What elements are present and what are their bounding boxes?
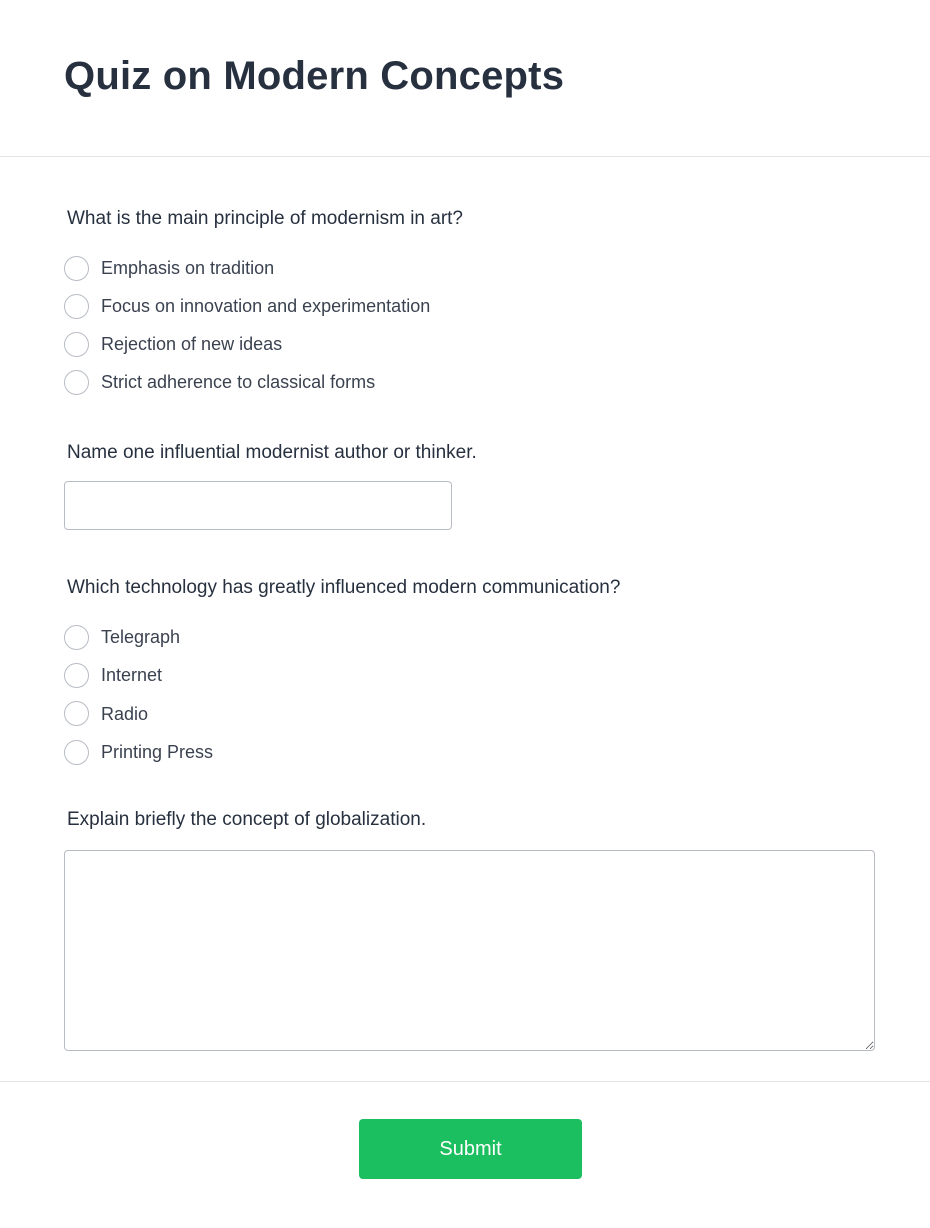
option-label: Printing Press: [101, 742, 214, 762]
option-label: Internet: [101, 665, 163, 685]
radio-button[interactable]: [64, 256, 89, 281]
question-3-label: Which technology has greatly influenced modern communication?: [67, 577, 621, 598]
submit-button[interactable]: Submit: [359, 1119, 582, 1179]
radio-button[interactable]: [64, 370, 89, 395]
option-telegraph[interactable]: [64, 618, 213, 656]
quiz-footer: [0, 1081, 930, 1228]
option-emphasis-on-tradition[interactable]: [64, 249, 430, 287]
radio-button[interactable]: [64, 294, 89, 319]
question-4-label: Explain briefly the concept of globalization.: [67, 809, 427, 830]
author-name-input[interactable]: [64, 481, 452, 530]
radio-button[interactable]: [64, 625, 89, 650]
question-1-options: [64, 249, 430, 401]
option-internet[interactable]: [64, 656, 213, 694]
quiz-form: [0, 157, 930, 1081]
option-printing-press[interactable]: [64, 733, 213, 771]
question-2-label: Name one influential modernist author or thinker.: [67, 442, 477, 463]
option-label: Focus on innovation and experimentation: [101, 296, 431, 316]
option-label: Radio: [101, 703, 149, 724]
quiz-header: [0, 0, 930, 157]
option-strict-adherence[interactable]: [64, 363, 430, 401]
option-rejection-of-new-ideas[interactable]: [64, 325, 430, 363]
option-label: Emphasis on tradition: [101, 258, 275, 278]
option-focus-on-innovation[interactable]: [64, 287, 430, 325]
option-label: Rejection of new ideas: [101, 334, 283, 354]
globalization-textarea[interactable]: [64, 850, 875, 1051]
radio-button[interactable]: [64, 740, 89, 765]
question-1-label: What is the main principle of modernism in art?: [67, 208, 463, 229]
option-radio[interactable]: [64, 694, 213, 733]
page-title: Quiz on Modern Concepts: [64, 54, 565, 98]
radio-button[interactable]: [64, 663, 89, 688]
question-3-options: [64, 618, 213, 771]
radio-button[interactable]: [64, 701, 89, 726]
radio-button[interactable]: [64, 332, 89, 357]
option-label: Strict adherence to classical forms: [101, 372, 376, 392]
option-label: Telegraph: [101, 627, 181, 647]
